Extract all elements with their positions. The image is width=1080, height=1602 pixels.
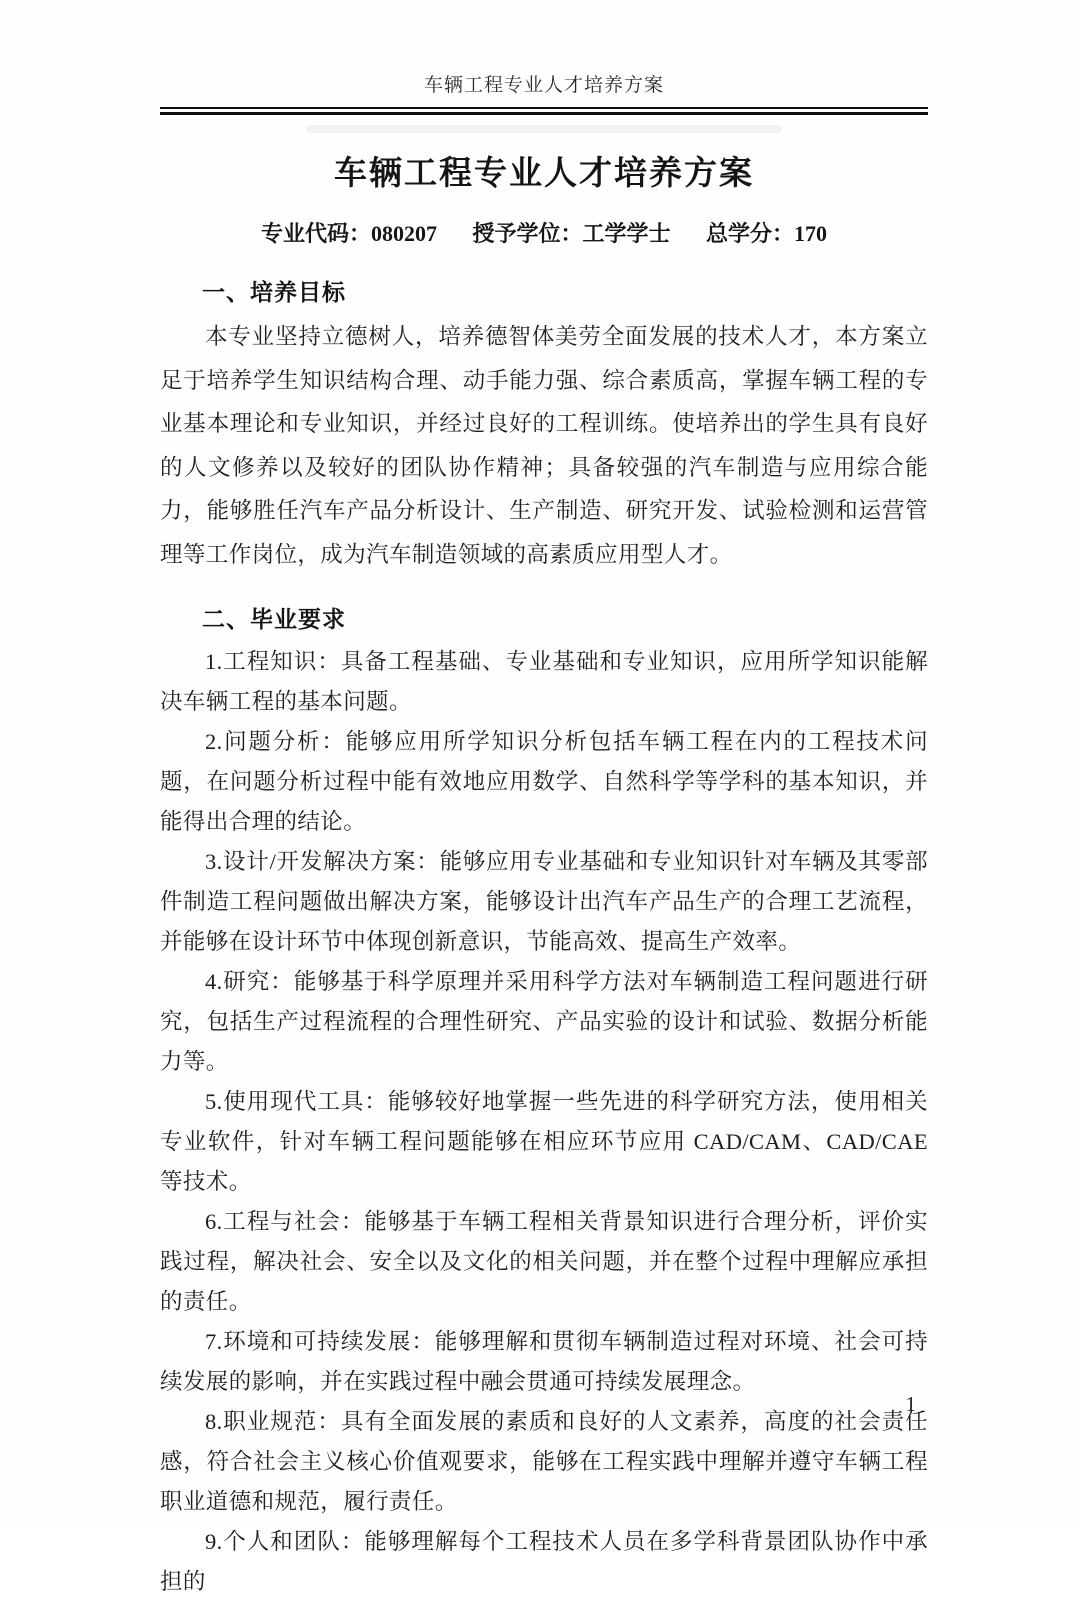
section-heading-graduation-requirements: 二、毕业要求 bbox=[202, 606, 346, 632]
meta-major-code: 专业代码：080207 bbox=[260, 221, 437, 246]
requirement-item-4: 4.研究：能够基于科学原理并采用科学方法对车辆制造工程问题进行研究，包括生产过程流程的合理性研究、产品实验的设计和试验、数据分析能力等。 bbox=[160, 969, 928, 1074]
document-meta-line bbox=[160, 219, 928, 249]
scan-artifact bbox=[306, 125, 782, 133]
requirement-item-1: 1.工程知识：具备工程基础、专业基础和专业知识，应用所学知识能解决车辆工程的基本问题。 bbox=[160, 649, 928, 714]
paragraph-objectives: 本专业坚持立德树人，培养德智体美劳全面发展的技术人才，本方案立足于培养学生知识结构合理、动手能力强、综合素质高，掌握车辆工程的专业基本理论和专业知识，并经过良好的工程训练。使培养出的学生具有良好的人文修养以及较好的团队协作精神；具备较强的汽车制造与应用综合能力，能够胜任汽车产品分析设计、生产制造、研究开发、试验检测和运营管理等工作岗位，成为汽车制造领域的高素质应用型人才。 bbox=[160, 324, 928, 567]
requirement-item-7: 7.环境和可持续发展：能够理解和贯彻车辆制造过程对环境、社会可持续发展的影响，并在实践过程中融会贯通可持续发展理念。 bbox=[160, 1329, 928, 1394]
header-double-rule bbox=[160, 107, 928, 115]
document-body bbox=[160, 151, 928, 1602]
requirement-item-3: 3.设计/开发解决方案：能够应用专业基础和专业知识针对车辆及其零部件制造工程问题做出解决方案，能够设计出汽车产品生产的合理工艺流程，并能够在设计环节中体现创新意识，节能高效、提高生产效率。 bbox=[160, 849, 928, 954]
requirement-item-8: 8.职业规范：具有全面发展的素质和良好的人文素养，高度的社会责任感，符合社会主义核心价值观要求，能够在工程实践中理解并遵守车辆工程职业道德和规范，履行责任。 bbox=[160, 1409, 928, 1514]
document-title: 车辆工程专业人才培养方案 bbox=[334, 156, 754, 192]
section-graduation-requirements bbox=[160, 602, 928, 1602]
requirement-item-6: 6.工程与社会：能够基于车辆工程相关背景知识进行合理分析，评价实践过程，解决社会、安全以及文化的相关问题，并在整个过程中理解应承担的责任。 bbox=[160, 1209, 928, 1314]
requirement-item-9: 9.个人和团队：能够理解每个工程技术人员在多学科背景团队协作中承担的 bbox=[160, 1529, 928, 1594]
section-heading-training-objectives: 一、培养目标 bbox=[202, 279, 346, 305]
running-header-text: 车辆工程专业人才培养方案 bbox=[423, 75, 664, 96]
requirement-item-5: 5.使用现代工具：能够较好地掌握一些先进的科学研究方法，使用相关专业软件，针对车辆工程问题能够在相应环节应用 CAD/CAM、CAD/CAE 等技术。 bbox=[160, 1089, 928, 1194]
page-number: 1 bbox=[905, 1392, 916, 1416]
requirement-item-2: 2.问题分析：能够应用所学知识分析包括车辆工程在内的工程技术问题，在问题分析过程中能有效地应用数学、自然科学等学科的基本知识，并能得出合理的结论。 bbox=[160, 729, 928, 834]
section-training-objectives bbox=[160, 275, 928, 576]
running-header bbox=[160, 74, 928, 133]
meta-total-credits: 总学分：170 bbox=[706, 221, 828, 246]
meta-degree: 授予学位：工学学士 bbox=[472, 221, 671, 246]
